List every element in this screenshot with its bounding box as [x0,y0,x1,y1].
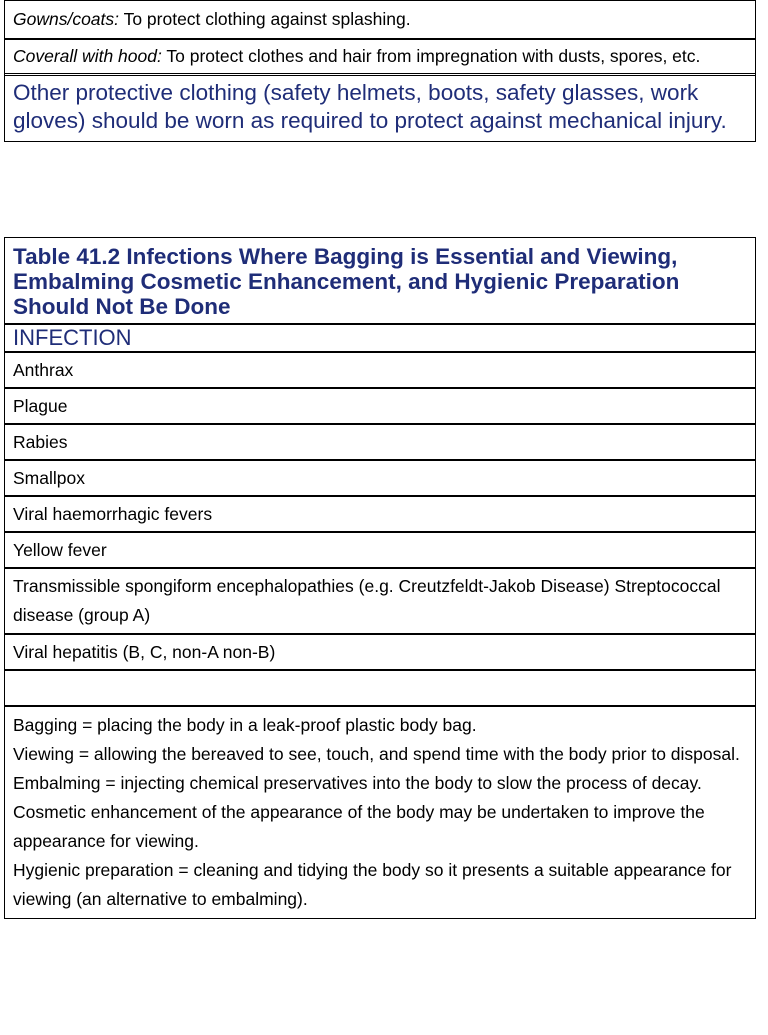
gowns-row [5,1,755,40]
note-hygienic: Hygienic preparation = cleaning and tidying the body so it presents a suitable appearance for viewing (an alternative to embalming). [13,860,732,909]
table-row-empty [5,671,755,707]
gowns-text: To protect clothing against splashing. [119,9,411,29]
note-cosmetic: Cosmetic enhancement of the appearance of the body may be undertaken to improve the appearance for viewing. [13,802,705,851]
coverall-row [5,40,755,76]
table-row: Smallpox [5,461,755,497]
table-row: Transmissible spongiform encephalopathies (e.g. Creutzfeldt-Jakob Disease) Streptococcal disease (group A) [5,569,755,635]
table-row: Yellow fever [5,533,755,569]
protective-clothing-box [4,0,756,142]
table-header: INFECTION [5,325,755,353]
note-embalming: Embalming = injecting chemical preservatives into the body to slow the process of decay. [13,773,702,793]
gowns-term: Gowns/coats: [13,9,120,29]
table-row: Anthrax [5,353,755,389]
coverall-text: To protect clothes and hair from impregnation with dusts, spores, etc. [161,46,701,66]
table-row: Viral haemorrhagic fevers [5,497,755,533]
table-row: Rabies [5,425,755,461]
coverall-term: Coverall with hood: [13,46,162,66]
table-notes [5,707,755,918]
infection-table [4,237,756,919]
table-row: Viral hepatitis (B, C, non-A non-B) [5,635,755,671]
table-title: Table 41.2 Infections Where Bagging is Essential and Viewing, Embalming Cosmetic Enhancement, and Hygienic Preparation Should Not Be Done [5,238,755,325]
table-row: Plague [5,389,755,425]
other-protective-clothing: Other protective clothing (safety helmets, boots, safety glasses, work gloves) should be worn as required to protect against mechanical injury. [13,80,727,133]
note-viewing: Viewing = allowing the bereaved to see, touch, and spend time with the body prior to disposal. [13,744,740,764]
note-bagging: Bagging = placing the body in a leak-proof plastic body bag. [13,715,477,735]
